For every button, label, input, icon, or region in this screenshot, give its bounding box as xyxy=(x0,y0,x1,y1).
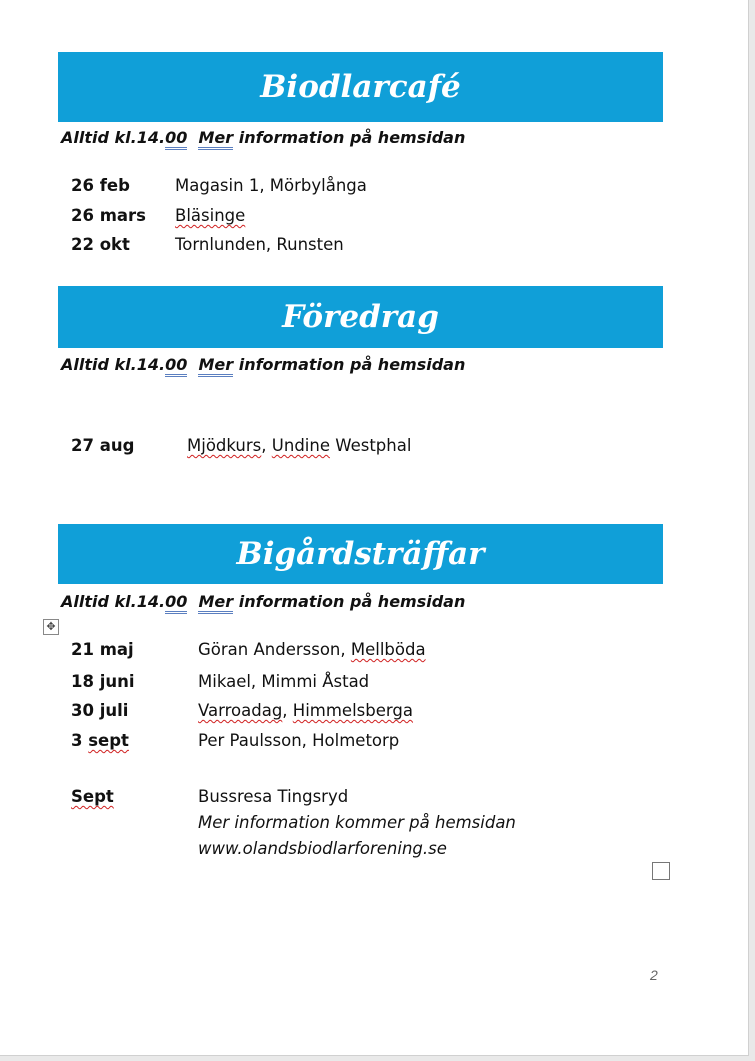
section-subtitle: Alltid kl.14.00 Mer information på hemsidan xyxy=(61,592,465,611)
checkbox[interactable] xyxy=(652,862,670,880)
section-title: Bigårdsträffar xyxy=(236,536,485,572)
event-date: 26 mars xyxy=(71,206,146,225)
event-place: Mjödkurs, Undine Westphal xyxy=(187,436,412,455)
event-note: Mer information kommer på hemsidan xyxy=(198,813,516,832)
event-place: Magasin 1, Mörbylånga xyxy=(175,176,367,195)
event-date: 27 aug xyxy=(71,436,135,455)
section-banner-foredrag xyxy=(58,286,663,348)
event-place: Bläsinge xyxy=(175,206,246,225)
table-move-handle-icon[interactable]: ✥ xyxy=(43,619,59,635)
event-website: www.olandsbiodlarforening.se xyxy=(198,839,447,858)
section-banner-biodlarcafe xyxy=(58,52,663,122)
section-subtitle: Alltid kl.14.00 Mer information på hemsidan xyxy=(61,128,465,147)
event-date: 22 okt xyxy=(71,235,130,254)
section-title: Biodlarcafé xyxy=(260,69,461,105)
event-date: 30 juli xyxy=(71,701,129,720)
section-title: Föredrag xyxy=(282,299,439,335)
page-number: 2 xyxy=(650,967,658,983)
event-place: Bussresa Tingsryd xyxy=(198,787,349,806)
event-date: 18 juni xyxy=(71,672,135,691)
event-date: Sept xyxy=(71,787,114,806)
event-place: Per Paulsson, Holmetorp xyxy=(198,731,400,750)
event-date: 26 feb xyxy=(71,176,130,195)
event-place: Mikael, Mimmi Åstad xyxy=(198,672,370,691)
event-place: Varroadag, Himmelsberga xyxy=(198,701,413,720)
event-place: Tornlunden, Runsten xyxy=(175,235,344,254)
event-date: 3 sept xyxy=(71,731,129,750)
section-banner-bigardstraffar xyxy=(58,524,663,584)
event-date: 21 maj xyxy=(71,640,134,659)
event-place: Göran Andersson, Mellböda xyxy=(198,640,426,659)
section-subtitle: Alltid kl.14.00 Mer information på hemsidan xyxy=(61,355,465,374)
